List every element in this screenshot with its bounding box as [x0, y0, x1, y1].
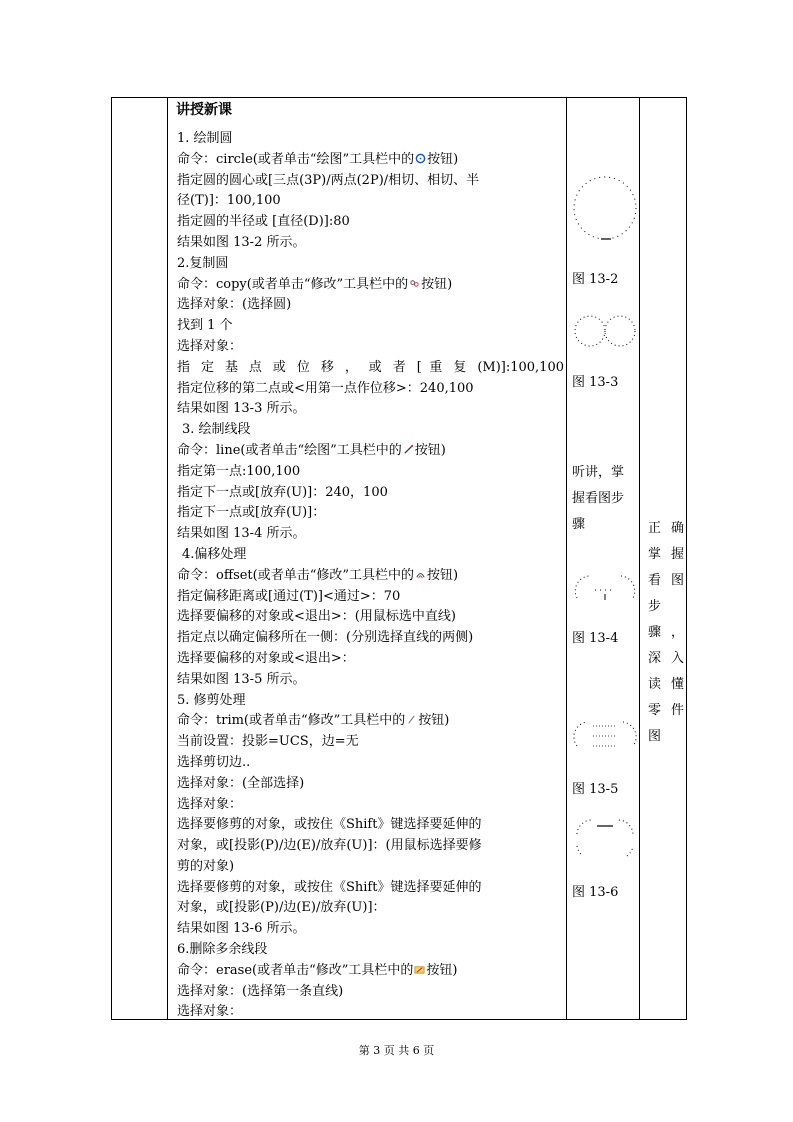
instruction-text: 选择要偏移的对象或<退出>： [177, 650, 355, 666]
lesson-content [174, 100, 564, 1023]
instruction-text: 按钮) [414, 442, 446, 458]
instruction-text: 5. 修剪处理 [177, 692, 246, 708]
instruction-text: 命令：copy(或者单击“修改”工具栏中的 [177, 276, 409, 292]
instruction-line [174, 358, 564, 379]
instruction-text: 指定圆的半径或 [直径(D)]:80 [177, 214, 350, 230]
copy-tool-icon [409, 276, 420, 287]
page-footer: 第 3 页 共 6 页 [358, 1044, 435, 1057]
figure-13-4-circles-line [573, 570, 641, 610]
instruction-line [174, 420, 564, 441]
instruction-text: 指定位移的第二点或<用第一点作位移>：240,100 [177, 380, 474, 396]
instruction-text: 选择对象：(选择第一条直线) [177, 983, 344, 999]
instruction-line [174, 337, 564, 358]
instruction-text: 结果如图 13-2 所示。 [177, 234, 306, 250]
instruction-text: 选择要修剪的对象，或按住《Shift》键选择要延伸的 [177, 817, 482, 833]
instruction-line [174, 732, 564, 753]
instruction-text: 按钮) [426, 962, 458, 978]
instruction-text: 剪的对象) [177, 858, 235, 874]
instruction-lines [174, 129, 564, 1023]
instruction-text: 选择对象：(选择圆) [177, 297, 292, 313]
instruction-line [174, 254, 564, 275]
figure-13-6-trimmed [573, 816, 641, 860]
instruction-line [174, 898, 564, 919]
instruction-text: 选择对象： [177, 338, 243, 354]
instruction-line [174, 441, 564, 462]
instruction-text: 4.偏移处理 [182, 546, 247, 562]
instruction-text: 找到 1 个 [177, 318, 233, 334]
instruction-text: 选择对象： [177, 796, 243, 812]
instruction-text: 对象，或[投影(P)/边(E)/放弃(U)]： [177, 900, 386, 916]
instruction-line [174, 795, 564, 816]
line-tool-icon [403, 442, 414, 453]
instruction-text: 命令：offset(或者单击“修改”工具栏中的 [177, 567, 415, 583]
figure-13-3-two-circles [573, 311, 641, 353]
instruction-line [174, 524, 564, 545]
instruction-text: 按钮) [427, 567, 459, 583]
instruction-line [174, 940, 564, 961]
instruction-line [174, 399, 564, 420]
instruction-line [174, 545, 564, 566]
instruction-text: 结果如图 13-3 所示。 [177, 401, 306, 417]
instruction-text: 6.删除多余线段 [177, 942, 268, 958]
instruction-text: 命令：erase(或者单击“修改”工具栏中的 [177, 962, 414, 978]
instruction-line [174, 212, 564, 233]
figure-label-13-2: 图 13-2 [572, 272, 619, 287]
instruction-line [174, 171, 564, 192]
figure-label-13-4: 图 13-4 [572, 631, 619, 646]
instruction-text: 指定点以确定偏移所在一侧：(分别选择直线的两侧) [177, 630, 474, 646]
figure-label-13-3: 图 13-3 [572, 375, 619, 390]
instruction-line [174, 316, 564, 337]
instruction-text: 按钮) [421, 276, 453, 292]
instruction-text: 选择对象：(全部选择) [177, 775, 305, 791]
instruction-line [174, 275, 564, 296]
instruction-text: 指定下一点或[放弃(U)]： [177, 505, 326, 521]
instruction-text: 按钮) [418, 713, 450, 729]
instruction-line [174, 670, 564, 691]
offset-tool-icon [415, 567, 426, 578]
instruction-text: 1. 绘制圆 [177, 131, 233, 146]
instruction-text: 命令：trim(或者单击“修改”工具栏中的 [177, 713, 406, 729]
instruction-line [174, 878, 564, 899]
instruction-line [174, 503, 564, 524]
circle-tool-icon [415, 151, 426, 162]
instruction-line [174, 836, 564, 857]
instruction-text: 结果如图 13-4 所示。 [177, 526, 306, 542]
lesson-table [111, 97, 687, 1020]
trim-tool-icon [406, 712, 417, 723]
instruction-text: 2.复制圆 [177, 255, 229, 271]
instruction-line [174, 379, 564, 400]
instruction-text: 按钮) [427, 151, 459, 167]
instruction-text: 指 定 基 点 或 位 移 ， 或 者 [ 重 复 (M)]:100,100 [177, 359, 564, 375]
figure-column [567, 98, 639, 1019]
instruction-line [174, 566, 564, 587]
instruction-text: 结果如图 13-5 所示。 [177, 671, 306, 687]
instruction-line [174, 857, 564, 878]
instruction-text: 指定圆的圆心或[三点(3P)/两点(2P)/相切、相切、半 [177, 172, 480, 188]
instruction-text: 选择对象： [177, 1004, 243, 1020]
instruction-line [174, 483, 564, 504]
instruction-text: 结果如图 13-6 所示。 [177, 921, 306, 937]
instruction-text: 指定偏移距离或[通过(T)]<通过>：70 [177, 588, 401, 604]
instruction-text: 选择剪切边.. [177, 754, 251, 770]
instruction-line [174, 462, 564, 483]
figure-13-5-offset-lines [573, 716, 641, 756]
objective-column [640, 98, 687, 1019]
column4-note: 正确掌握看图步骤，深入读懂零件图 [648, 521, 684, 744]
instruction-line [174, 815, 564, 836]
section-heading: 讲授新课 [176, 102, 232, 118]
instruction-text: 指定下一点或[放弃(U)]：240，100 [177, 484, 388, 500]
figure-13-2-circle [573, 172, 641, 244]
instruction-line [174, 649, 564, 670]
instruction-line [174, 191, 564, 212]
column-divider [167, 98, 168, 1019]
instruction-text: 命令：line(或者单击“绘图”工具栏中的 [177, 442, 402, 458]
instruction-text: 指定第一点:100,100 [177, 463, 301, 479]
instruction-line [174, 587, 564, 608]
instruction-line [174, 129, 564, 150]
instruction-line [174, 961, 564, 982]
instruction-line [174, 753, 564, 774]
figure-label-13-5: 图 13-5 [572, 782, 619, 797]
instruction-text: 对象，或[投影(P)/边(E)/放弃(U)]：(用鼠标选择要修 [177, 838, 482, 854]
instruction-line [174, 982, 564, 1003]
instruction-line [174, 150, 564, 171]
instruction-line [174, 628, 564, 649]
instruction-line [174, 919, 564, 940]
instruction-line [174, 711, 564, 732]
instruction-text: 选择要修剪的对象，或按住《Shift》键选择要延伸的 [177, 879, 482, 895]
instruction-line [174, 774, 564, 795]
figure-label-13-6: 图 13-6 [572, 885, 619, 900]
instruction-line [174, 295, 564, 316]
instruction-text: 命令：circle(或者单击“绘图”工具栏中的 [177, 151, 415, 167]
instruction-text: 3. 绘制线段 [182, 422, 251, 438]
instruction-text: 选择要偏移的对象或<退出>：(用鼠标选中直线) [177, 609, 456, 625]
instruction-line [174, 1002, 564, 1023]
instruction-line [174, 233, 564, 254]
erase-tool-icon [414, 962, 425, 973]
column3-note: 听讲，掌握看图步骤 [572, 465, 625, 532]
instruction-text: 径(T)]：100,100 [177, 193, 281, 209]
instruction-line [174, 691, 564, 712]
instruction-line [174, 607, 564, 628]
instruction-text: 当前设置：投影=UCS，边=无 [177, 734, 359, 750]
